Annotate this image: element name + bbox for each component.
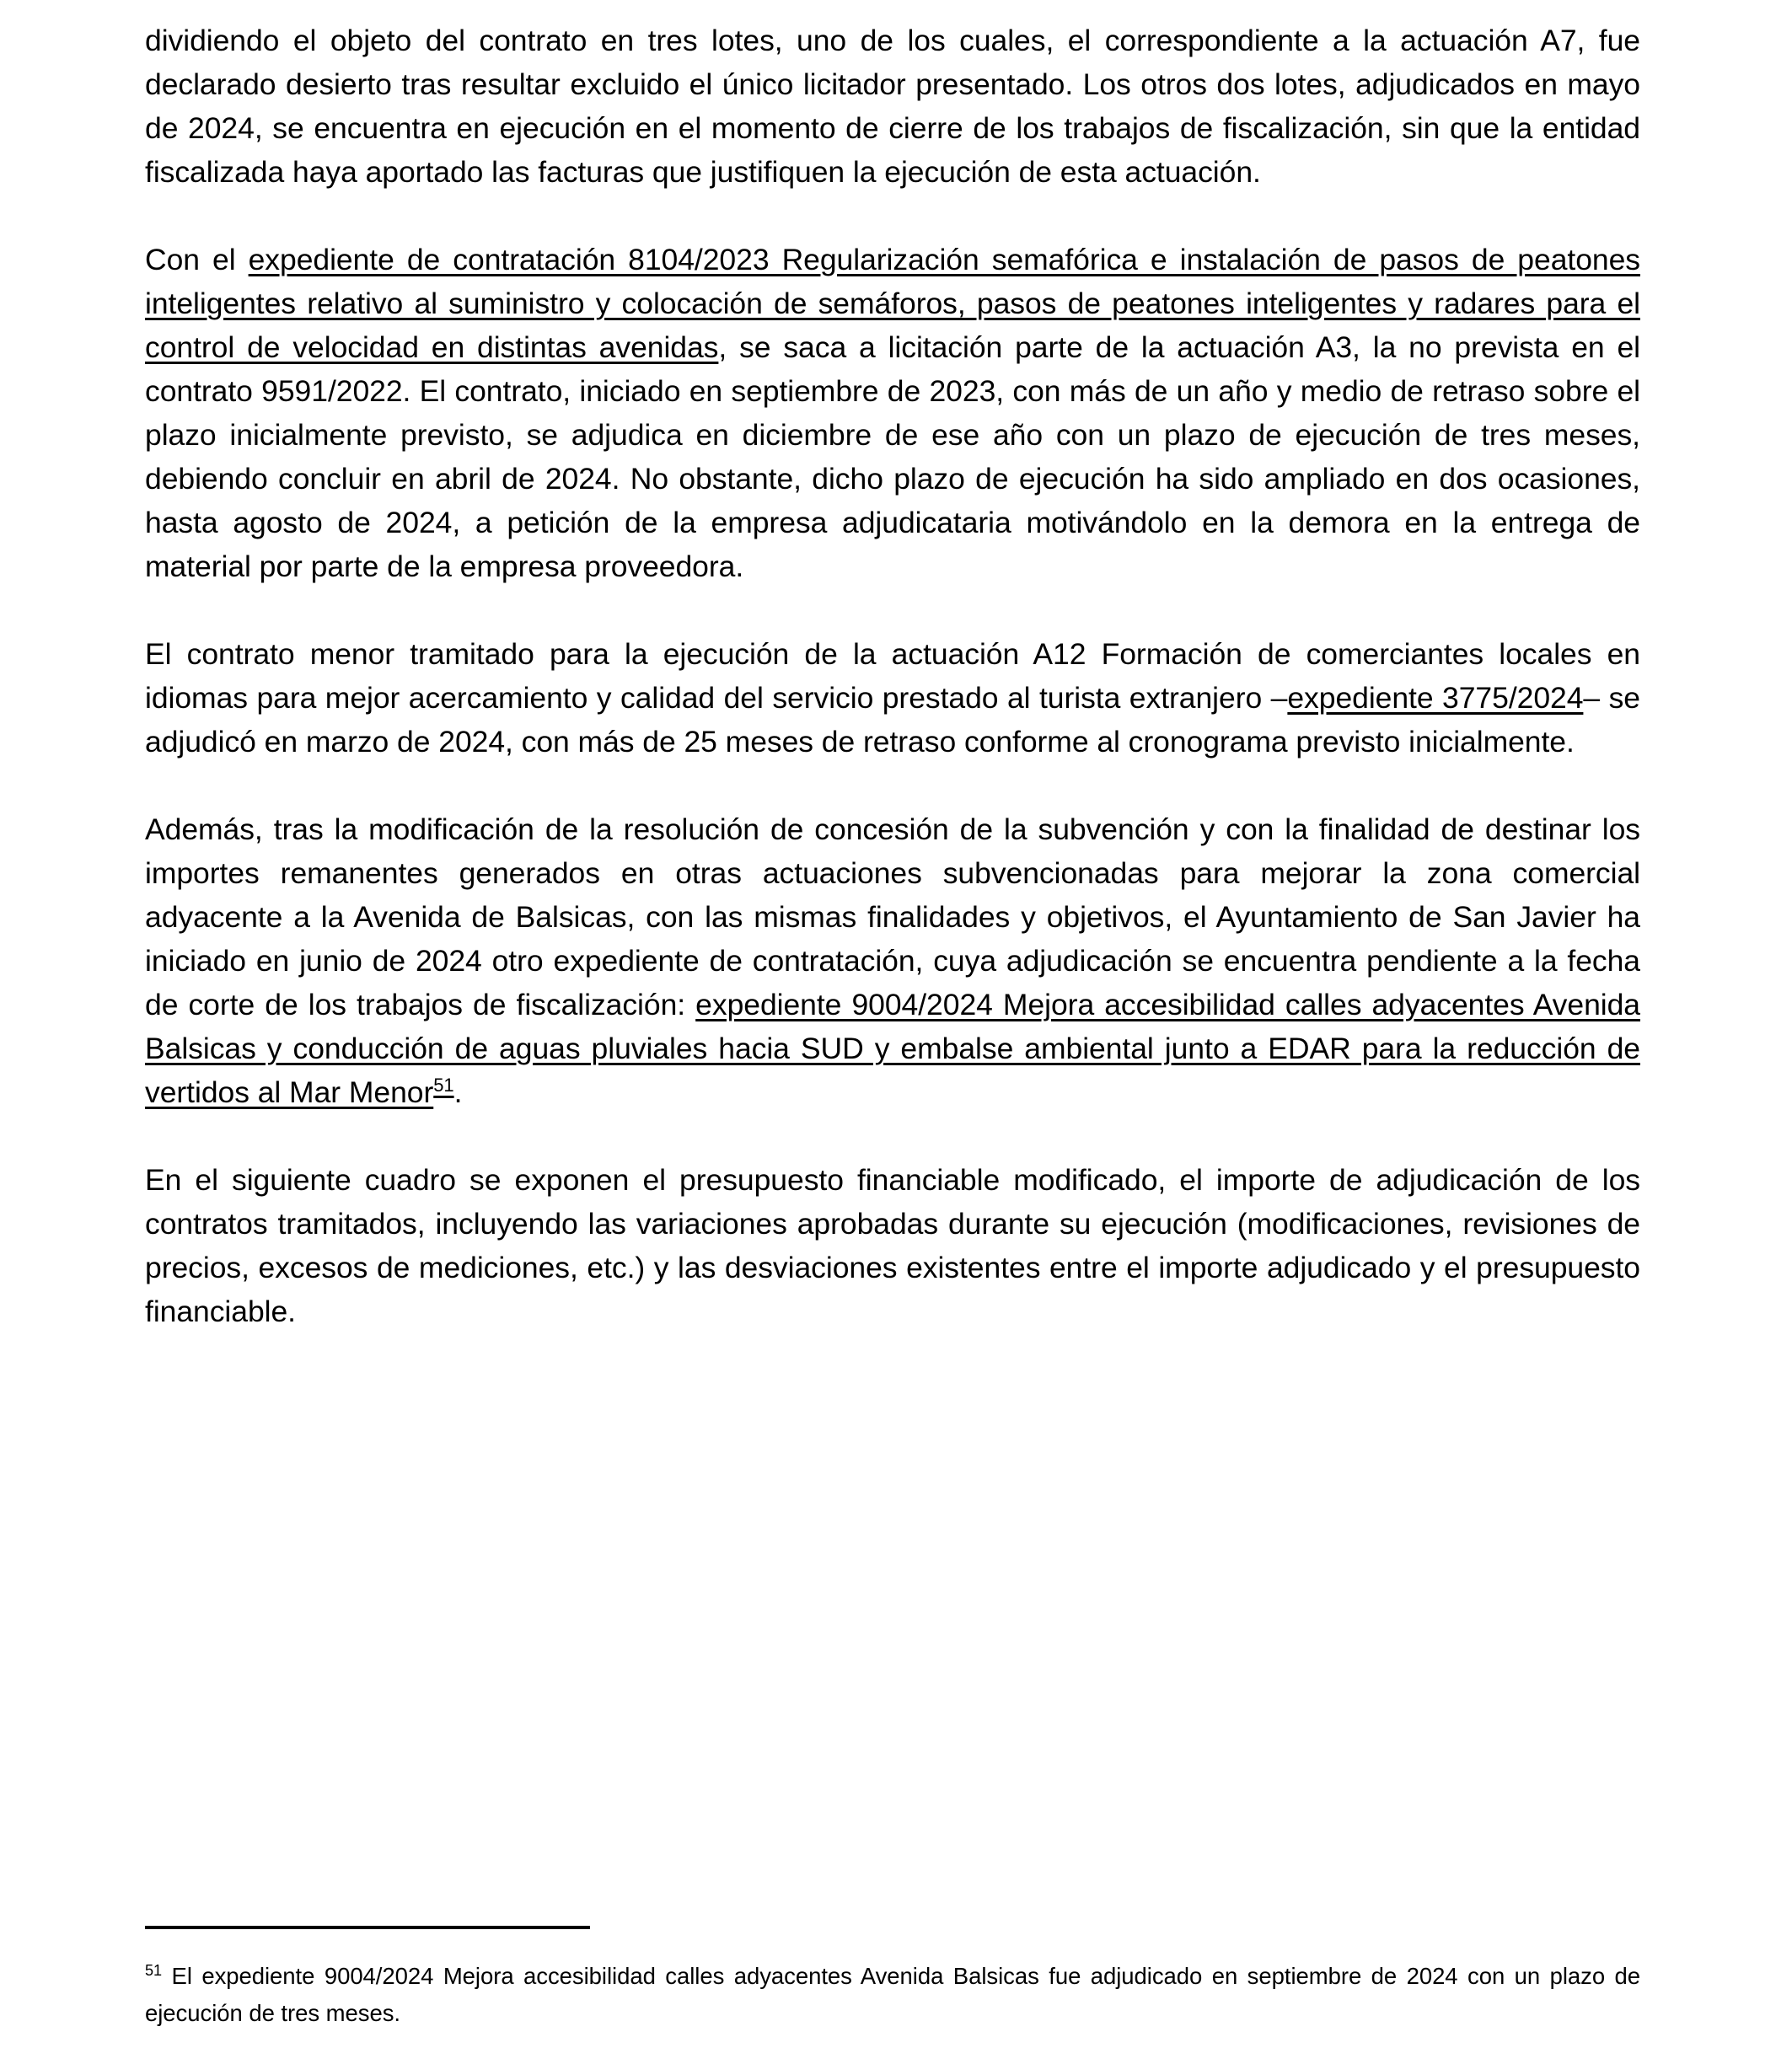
document-body [145, 19, 1640, 1333]
underlined-run: expediente 3775/2024 [1287, 681, 1584, 715]
paragraph-3 [145, 632, 1640, 764]
underlined-run: expediente de contratación 8104/2023 Regularización semafórica e instalación de pasos de peatones inteligentes relativo al suministro y colocación de semáforos, pasos de peatones inteligentes y radares para el control de velocidad en distintas avenidas [145, 243, 1640, 364]
footnote-marker: 51 [145, 1961, 163, 1979]
text-run: . [453, 1075, 463, 1109]
paragraph-5 [145, 1158, 1640, 1333]
text-run: , se saca a licitación parte de la actuación A3, la no prevista en el contrato 9591/2022. El contrato, iniciado en septiembre de 2023, con más de un año y medio de retraso sobre el plazo inicialmente previsto, se adjudica en diciembre de ese año con un plazo de ejecución de tres meses, debiendo concluir en abril de 2024. No obstante, dicho plazo de ejecución ha sido ampliado en dos ocasiones, hasta agosto de 2024, a petición de la empresa adjudicataria motivándolo en la demora en la entrega de material por parte de la empresa proveedora. [145, 330, 1640, 583]
text-run: dividiendo el objeto del contrato en tres lotes, uno de los cuales, el correspondiente a la actuación A7, fue declarado desierto tras resultar excluido el único licitador presentado. Los otros dos lotes, adjudicados en mayo de 2024, se encuentra en ejecución en el momento de cierre de los trabajos de fiscalización, sin que la entidad fiscalizada haya aportado las facturas que justifiquen la ejecución de esta actuación. [145, 24, 1640, 189]
footnote-text: El expediente 9004/2024 Mejora accesibilidad calles adyacentes Avenida Balsicas fue adjudicado en septiembre de 2024 con un plazo de ejecución de tres meses. [145, 1963, 1640, 2026]
text-run: En el siguiente cuadro se exponen el presupuesto financiable modificado, el importe de adjudicación de los contratos tramitados, incluyendo las variaciones aprobadas durante su ejecución (modificaciones, revisiones de precios, excesos de mediciones, etc.) y las desviaciones existentes entre el importe adjudicado y el presupuesto financiable. [145, 1163, 1640, 1328]
text-run: – se adjudicó en marzo de 2024, con más de 25 meses de retraso conforme al cronograma previsto inicialmente. [145, 681, 1640, 759]
text-run: El contrato menor tramitado para la ejecución de la actuación A12 Formación de comerciantes locales en idiomas para mejor acercamiento y calidad del servicio prestado al turista extranjero – [145, 637, 1640, 715]
paragraph-4 [145, 807, 1640, 1114]
text-run: Además, tras la modificación de la resolución de concesión de la subvención y con la finalidad de destinar los importes remanentes generados en otras actuaciones subvencionadas para mejorar la zona comercial adyacente a la Avenida de Balsicas, con las mismas finalidades y objetivos, el Ayuntamiento de San Javier ha iniciado en junio de 2024 otro expediente de contratación, cuya adjudicación se encuentra pendiente a la fecha de corte de los trabajos de fiscalización: [145, 812, 1640, 1021]
footnote-section [145, 1926, 1640, 2032]
paragraph-1 [145, 19, 1640, 194]
text-run: Con el [145, 243, 249, 276]
footnote-51 [145, 1958, 1640, 2032]
paragraph-2 [145, 238, 1640, 588]
footnote-separator-rule [145, 1926, 590, 1929]
footnote-reference: 51 [433, 1075, 454, 1096]
underlined-run: expediente 9004/2024 Mejora accesibilidad calles adyacentes Avenida Balsicas y conducción de aguas pluviales hacia SUD y embalse ambiental junto a EDAR para la reducción de vertidos al Mar Menor [145, 988, 1640, 1109]
